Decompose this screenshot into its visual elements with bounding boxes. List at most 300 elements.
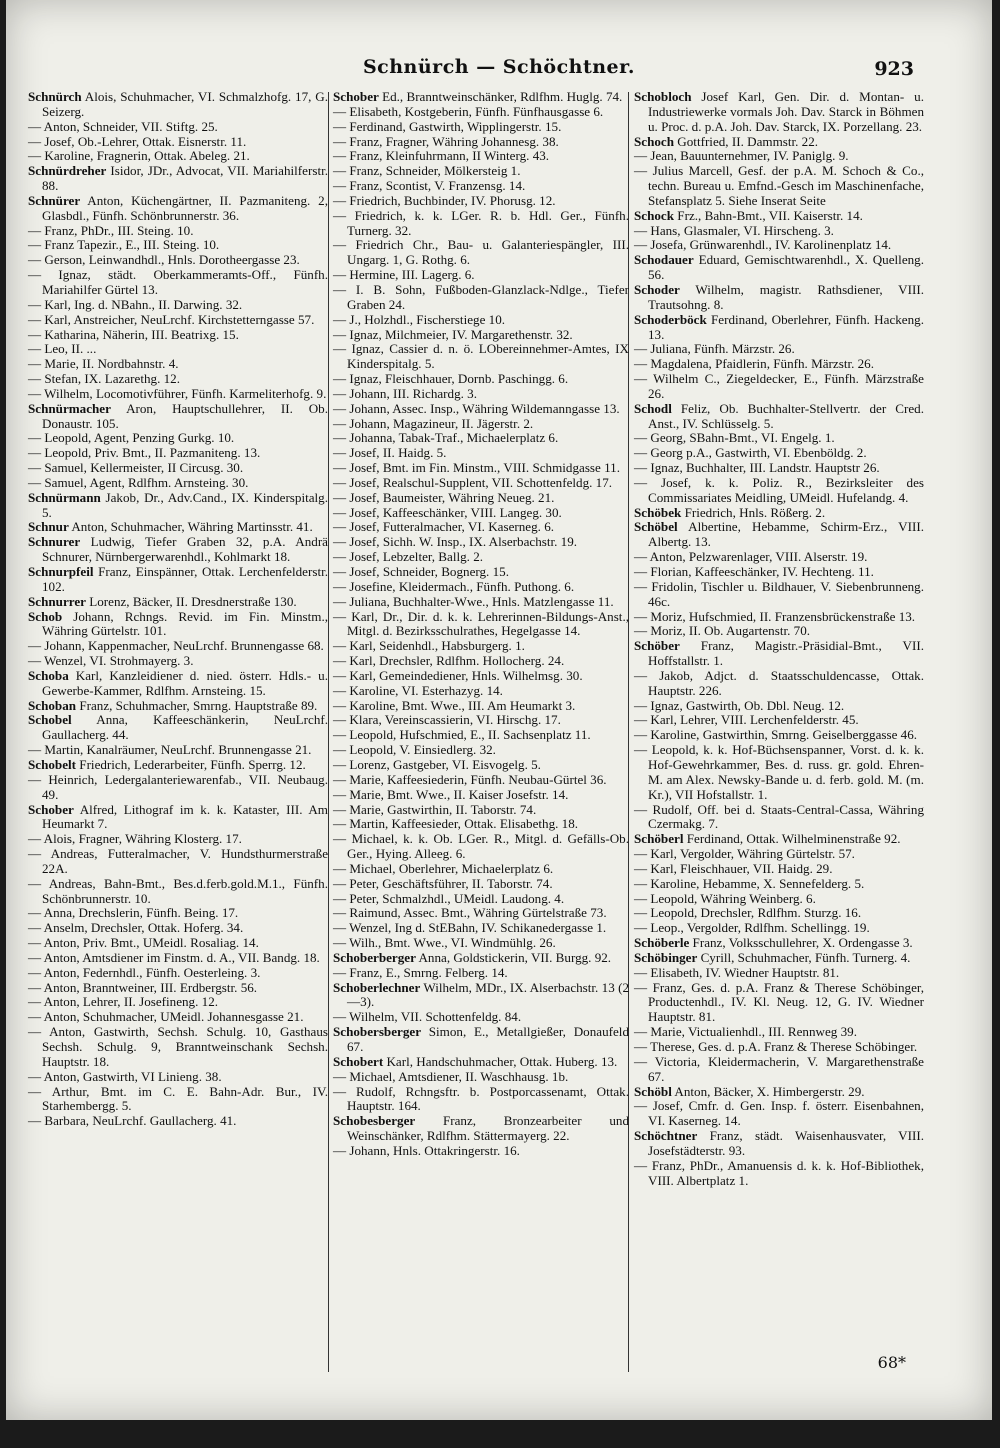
entry-text: Franz, Schuhmacher, Smrng. Hauptstraße 89.	[76, 697, 318, 713]
page-header	[26, 56, 972, 90]
entry-text: — Karl, Drechsler, Rdlfhm. Hollocherg. 24.	[333, 653, 565, 669]
directory-entry	[28, 803, 328, 833]
entry-text: — Anton, Gastwirth, VI Linieng. 38.	[28, 1068, 222, 1084]
entry-headword: Schoberlechner	[333, 979, 421, 995]
entry-text: — Johanna, Tabak-Traf., Michaelerplatz 6.	[333, 430, 559, 446]
entry-text: — Leopold, Hufschmied, E., II. Sachsenplatz 11.	[333, 727, 591, 743]
entry-text: — Samuel, Agent, Rdlfhm. Arnsteing. 30.	[28, 474, 249, 490]
entry-text: — Katharina, Näherin, III. Beatrixg. 15.	[28, 326, 239, 342]
entry-text: Cyrill, Schuhmacher, Fünfh. Turnerg. 4.	[697, 949, 911, 965]
directory-entry	[28, 135, 328, 150]
entry-text: — Karoline, Fragnerin, Ottak. Abeleg. 21.	[28, 148, 250, 164]
entry-headword: Schnürmann	[28, 489, 101, 505]
directory-entry	[333, 639, 629, 654]
directory-entry	[28, 431, 328, 446]
directory-entry	[333, 1114, 629, 1144]
entry-text: — Leo, II. ...	[28, 341, 97, 357]
entry-text: Isidor, JDr., Advocat, VII. Mariahilferstr. 88.	[42, 163, 328, 194]
entry-text: — Michael, Amtsdiener, II. Waschhausg. 1b.	[333, 1068, 569, 1084]
entry-text: — Ferdinand, Gastwirth, Wipplingerstr. 15.	[333, 118, 562, 134]
entry-text: — Anton, Lehrer, II. Josefineng. 12.	[28, 994, 219, 1010]
entry-text: — Arthur, Bmt. im C. E. Bahn-Adr. Bur., IV. Starhembergg. 5.	[28, 1083, 328, 1114]
entry-text: — Karl, Vergolder, Währing Gürtelstr. 57.	[634, 846, 855, 862]
directory-entry	[333, 684, 629, 699]
directory-page	[6, 0, 992, 1420]
directory-entry	[333, 283, 629, 313]
entry-text: — Georg p.A., Gastwirth, VI. Ebenböldg. 2.	[634, 445, 867, 461]
directory-entry	[28, 713, 328, 743]
entry-text: — Stefan, IX. Lazarethg. 12.	[28, 371, 180, 387]
directory-entry	[28, 877, 328, 907]
entry-headword: Schnurrer	[28, 593, 86, 609]
directory-entry	[333, 461, 629, 476]
entry-text: Anna, Goldstickerin, VII. Burgg. 92.	[415, 949, 612, 965]
entry-headword: Schnur	[28, 519, 69, 535]
directory-entry	[333, 179, 629, 194]
directory-entry	[634, 506, 924, 521]
directory-entry	[28, 565, 328, 595]
directory-entry	[333, 238, 629, 268]
entry-text: — Heinrich, Ledergalanteriewarenfab., VII. Neubaug. 49.	[28, 771, 328, 802]
entry-text: — Lorenz, Gastgeber, VI. Eisvogelg. 5.	[333, 756, 541, 772]
directory-entry	[634, 966, 924, 981]
entry-text: — Anton, Pelzwarenlager, VIII. Alserstr. 19.	[634, 549, 868, 565]
entry-headword: Schober	[28, 801, 74, 817]
entry-text: — Michael, Oberlehrer, Michaelerplatz 6.	[333, 860, 554, 876]
directory-entry	[28, 520, 328, 535]
entry-text: — Karoline, VI. Esterhazyg. 14.	[333, 682, 503, 698]
directory-entry	[28, 773, 328, 803]
entry-headword: Schoberberger	[333, 949, 416, 965]
entry-headword: Schob	[28, 608, 63, 624]
entry-headword: Schobloch	[634, 89, 692, 104]
entry-headword: Schoch	[634, 133, 675, 149]
directory-entry	[634, 639, 924, 669]
entry-headword: Schobersberger	[333, 1024, 421, 1040]
entry-text: — Karoline, Gastwirthin, Smrng. Geiselberggasse 46.	[634, 727, 918, 743]
directory-entry	[333, 906, 629, 921]
directory-entry	[333, 105, 629, 120]
directory-entry	[333, 120, 629, 135]
directory-entry	[333, 476, 629, 491]
directory-entry	[634, 90, 924, 135]
directory-entry	[333, 402, 629, 417]
directory-entry	[28, 357, 328, 372]
directory-entry	[634, 520, 924, 550]
entry-text: Aron, Hauptschullehrer, II. Ob. Donaustr. 105.	[42, 400, 328, 431]
entry-text: — Moriz, II. Ob. Augartenstr. 70.	[634, 623, 811, 639]
entry-text: — Ignaz, Fleischhauer, Dornb. Paschingg. 6.	[333, 371, 569, 387]
directory-entry	[28, 847, 328, 877]
entry-text: — Marie, Bmt. Wwe., II. Kaiser Josefstr. 14.	[333, 786, 569, 802]
directory-entry	[333, 268, 629, 283]
directory-entry	[333, 758, 629, 773]
entry-text: — Fridolin, Tischler u. Bildhauer, V. Siebenbrunneng. 46c.	[634, 578, 924, 609]
entry-text: — Georg, SBahn-Bmt., VI. Engelg. 1.	[634, 430, 835, 446]
entry-text: — Elisabeth, Kostgeberin, Fünfh. Fünfhausgasse 6.	[333, 103, 604, 119]
entry-text: Frz., Bahn-Bmt., VII. Kaiserstr. 14.	[674, 207, 863, 223]
directory-entry	[333, 788, 629, 803]
entry-text: — Franz, PhDr., III. Steing. 10.	[28, 222, 194, 238]
directory-entry	[634, 209, 924, 224]
directory-entry	[28, 758, 328, 773]
entry-text: — Wilhelm, Locomotivführer, Fünfh. Karmeliterhofg. 9.	[28, 385, 327, 401]
entry-text: — Leopold, k. k. Hof-Büchsenspanner, Vorst. d. k. k. Hof-Gewehrkammer, Bes. d. russ. gr. gold. Ehren-M. am Alex. Newsky-Bande u. d. ferb. gold. M. (m. Kr.), VII Hofstallstr. 1.	[634, 742, 924, 802]
entry-text: Gottfried, II. Dammstr. 22.	[674, 133, 819, 149]
directory-entry	[333, 520, 629, 535]
directory-entry	[634, 892, 924, 907]
entry-headword: Schöber	[634, 638, 680, 654]
directory-entry	[28, 610, 328, 640]
directory-entry	[634, 951, 924, 966]
directory-entry	[634, 936, 924, 951]
directory-entry	[634, 402, 924, 432]
directory-entry	[333, 1070, 629, 1085]
entry-text: — Karoline, Bmt. Wwe., III. Am Heumarkt 3.	[333, 697, 576, 713]
directory-entry	[28, 328, 328, 343]
directory-entry	[333, 713, 629, 728]
entry-headword: Schobelt	[28, 756, 77, 772]
entry-text: — Martin, Kanalräumer, NeuLrchf. Brunnengasse 21.	[28, 742, 312, 758]
directory-entry	[333, 1025, 629, 1055]
entry-text: — Leopold, Währing Weinberg. 6.	[634, 890, 816, 906]
entry-text: — Florian, Kaffeeschänker, IV. Hechteng. 11.	[634, 564, 874, 579]
directory-entry	[28, 1010, 328, 1025]
column-right	[634, 90, 924, 1188]
directory-entry	[28, 995, 328, 1010]
entry-text: — Friedrich Chr., Bau- u. Galanteriespängler, III. Ungarg. 1, G. Rothg. 6.	[333, 237, 629, 268]
entry-text: — Wilhelm C., Ziegeldecker, E., Fünfh. Märzstraße 26.	[634, 371, 924, 401]
directory-entry	[333, 506, 629, 521]
directory-entry	[28, 639, 328, 654]
entry-text: — Josef, Kaffeeschänker, VIII. Langeg. 30.	[333, 504, 562, 520]
directory-entry	[333, 342, 629, 372]
entry-text: — Josef, Baumeister, Währing Neueg. 21.	[333, 489, 555, 505]
directory-entry	[333, 877, 629, 892]
directory-entry	[333, 654, 629, 669]
directory-entry	[333, 1055, 629, 1070]
entry-text: Karl, Handschuhmacher, Ottak. Huberg. 13.	[383, 1053, 618, 1069]
directory-entry	[634, 476, 924, 506]
directory-entry	[28, 743, 328, 758]
entry-headword: Schoder	[634, 281, 680, 297]
entry-text: — Anton, Priv. Bmt., UMeidl. Rosaliag. 14.	[28, 935, 259, 951]
entry-headword: Schnurer	[28, 534, 81, 550]
directory-entry	[28, 90, 328, 120]
entry-headword: Schöbinger	[634, 949, 698, 965]
entry-text: — Wenzel, VI. Strohmayerg. 3.	[28, 653, 194, 669]
page-number: 923	[874, 58, 914, 80]
entry-text: Anna, Kaffeeschänkerin, NeuLrchf. Gaullacherg. 44.	[42, 712, 328, 743]
entry-text: — Leopold, V. Einsiedlerg. 32.	[333, 742, 496, 758]
entry-text: — Karl, Gemeindediener, Hnls. Wilhelmsg. 30.	[333, 667, 583, 683]
directory-entry	[28, 951, 328, 966]
entry-text: — Karl, Anstreicher, NeuLrchf. Kirchstetterngasse 57.	[28, 311, 315, 327]
entry-text: — Leopold, Priv. Bmt., II. Pazmaniteng. 13.	[28, 445, 261, 461]
directory-entry	[28, 476, 328, 491]
entry-headword: Schobel	[28, 712, 72, 728]
directory-entry	[634, 580, 924, 610]
directory-entry	[28, 832, 328, 847]
directory-entry	[28, 238, 328, 253]
entry-text: — Marie, Gastwirthin, II. Taborstr. 74.	[333, 801, 537, 817]
directory-entry	[634, 253, 924, 283]
directory-entry	[634, 224, 924, 239]
directory-entry	[634, 565, 924, 580]
entry-text: — Rudolf, Off. bei d. Staats-Central-Cassa, Währing Czermakg. 7.	[634, 801, 924, 832]
entry-text: — Franz, PhDr., Amanuensis d. k. k. Hof-Bibliothek, VIII. Albertplatz 1.	[634, 1157, 924, 1188]
directory-entry	[333, 491, 629, 506]
entry-text: Ed., Branntweinschänker, Rdlfhm. Huglg. 74.	[378, 89, 623, 104]
directory-entry	[28, 149, 328, 164]
entry-text: — Klara, Vereinscassierin, VI. Hirschg. 17.	[333, 712, 561, 728]
entry-text: Anton, Bäcker, X. Himbergerstr. 29.	[671, 1083, 865, 1099]
directory-entry	[28, 491, 328, 521]
entry-text: Franz, Volksschullehrer, X. Ordengasse 3.	[689, 935, 913, 951]
directory-entry	[333, 194, 629, 209]
entry-headword: Schoba	[28, 667, 69, 683]
entry-text: — Samuel, Kellermeister, II Circusg. 30.	[28, 460, 244, 476]
entry-text: — Barbara, NeuLrchf. Gaullacherg. 41.	[28, 1113, 237, 1129]
entry-headword: Schoderböck	[634, 311, 707, 327]
entry-text: — Raimund, Assec. Bmt., Währing Gürtelstraße 73.	[333, 905, 607, 921]
entry-text: — Marie, II. Nordbahnstr. 4.	[28, 356, 179, 372]
directory-entry	[634, 847, 924, 862]
directory-entry	[634, 1085, 924, 1100]
entry-text: — Franz, Fragner, Währing Johannesg. 38.	[333, 133, 559, 149]
entry-text: — Franz, Ges. d. p.A. Franz & Therese Schöbinger, Productenhdl., IV. Kl. Neug. 12, G. IV. Wiedner Hauptstr. 81.	[634, 979, 924, 1025]
directory-entry	[333, 209, 629, 239]
directory-entry	[28, 194, 328, 224]
entry-text: Anton, Küchengärtner, II. Pazmaniteng. 2, Glasbdl., Fünfh. Schönbrunnerstr. 36.	[42, 192, 328, 223]
directory-entry	[333, 580, 629, 595]
entry-text: — Karl, Fleischhauer, VII. Haidg. 29.	[634, 860, 833, 876]
directory-entry	[28, 921, 328, 936]
directory-entry	[333, 773, 629, 788]
entry-text: — Karl, Seidenhdl., Habsburgerg. 1.	[333, 638, 525, 654]
directory-entry	[634, 669, 924, 699]
directory-entry	[634, 342, 924, 357]
directory-entry	[634, 862, 924, 877]
entry-text: — Josef, II. Haidg. 5.	[333, 445, 447, 461]
directory-entry	[333, 981, 629, 1011]
entry-text: — Martin, Kaffeesieder, Ottak. Elisabethg. 18.	[333, 816, 579, 832]
entry-text: — Karl, Lehrer, VIII. Lerchenfelderstr. 45.	[634, 712, 859, 728]
entry-headword: Schobesberger	[333, 1113, 416, 1129]
directory-entry	[28, 966, 328, 981]
directory-entry	[28, 1085, 328, 1115]
entry-text: Simon, E., Metallgießer, Donaufeld 67.	[347, 1024, 629, 1054]
entry-headword: Schodauer	[634, 252, 694, 268]
directory-entry	[333, 565, 629, 580]
directory-entry	[634, 446, 924, 461]
entry-headword: Schöbek	[634, 504, 682, 520]
directory-entry	[28, 372, 328, 387]
directory-entry	[333, 1010, 629, 1025]
directory-entry	[333, 535, 629, 550]
entry-headword: Schock	[634, 207, 675, 223]
directory-entry	[634, 624, 924, 639]
entry-text: — Johann, Hnls. Ottakringerstr. 16.	[333, 1142, 520, 1158]
entry-text: Franz, städt. Waisenhausvater, VIII. Josefstädterstr. 93.	[648, 1128, 924, 1158]
directory-entry	[634, 1129, 924, 1159]
directory-entry	[634, 1025, 924, 1040]
entry-text: — Gerson, Leinwandhdl., Hnls. Dorotheergasse 23.	[28, 252, 300, 268]
directory-entry	[333, 951, 629, 966]
directory-entry	[28, 1114, 328, 1129]
directory-entry	[634, 550, 924, 565]
entry-text: — Josef, Sichh. W. Insp., IX. Alserbachstr. 19.	[333, 534, 578, 550]
entry-text: Anton, Schuhmacher, Währing Martinsstr. 41.	[68, 519, 313, 535]
entry-text: Friedrich, Hnls. Rößerg. 2.	[681, 504, 826, 520]
entry-text: — Victoria, Kleidermacherin, V. Margarethenstraße 67.	[634, 1053, 924, 1084]
directory-entry	[28, 342, 328, 357]
entry-text: — Franz Tapezir., E., III. Steing. 10.	[28, 237, 220, 253]
entry-text: — Franz, E., Smrng. Felberg. 14.	[333, 964, 508, 980]
entry-headword: Schodl	[634, 400, 672, 416]
entry-text: — Jakob, Adjct. d. Staatsschuldencasse, Ottak. Hauptstr. 226.	[634, 667, 924, 698]
directory-entry	[634, 803, 924, 833]
directory-entry	[333, 550, 629, 565]
directory-entry	[333, 921, 629, 936]
directory-entry	[634, 357, 924, 372]
entry-text: Franz, Bronzearbeiter und Weinschänker, Rdlfhm. Stättermayerg. 22.	[347, 1113, 629, 1144]
entry-text: — Johann, Assec. Insp., Währing Wildemanngasse 13.	[333, 400, 620, 416]
directory-entry	[28, 654, 328, 669]
directory-entry	[634, 372, 924, 402]
entry-text: — Johann, III. Richardg. 3.	[333, 385, 477, 401]
directory-entry	[333, 135, 629, 150]
entry-text: Ferdinand, Ottak. Wilhelminenstraße 92.	[683, 831, 901, 847]
entry-text: — Franz, Schneider, Mölkersteig 1.	[333, 163, 521, 179]
directory-entry	[28, 446, 328, 461]
entry-text: — Leopold, Drechsler, Rdlfhm. Sturzg. 16.	[634, 905, 862, 921]
entry-text: — Anton, Schneider, VII. Stiftg. 25.	[28, 118, 218, 134]
directory-entry	[634, 283, 924, 313]
entry-text: — Julius Marcell, Gesf. der p.A. M. Schoch & Co., techn. Bureau u. Emfnd.-Gesch im Maschinenfache, Stefansplatz 5. Siehe Inserat Seite	[634, 163, 924, 208]
entry-text: — Hermine, III. Lagerg. 6.	[333, 267, 475, 283]
entry-text: — Josef, k. k. Poliz. R., Bezirksleiter des Commissariates Meidling, UMeidl. Hufelandg. 4.	[634, 474, 924, 505]
column-divider	[328, 92, 329, 1372]
printer-signature: 68*	[877, 1353, 906, 1372]
directory-entry	[333, 431, 629, 446]
entry-text: Ludwig, Tiefer Graben 32, p.A. Andrä Schnurer, Nürnbergerwarenhdl., Kohlmarkt 18.	[42, 534, 328, 565]
entry-headword: Schnürmacher	[28, 400, 111, 416]
entry-text: Wilhelm, magistr. Rathsdiener, VIII. Trautsohng. 8.	[648, 281, 924, 312]
entry-text: — Anton, Branntweiner, III. Erdbergstr. 56.	[28, 979, 258, 995]
entry-text: — Franz, Scontist, V. Franzensg. 14.	[333, 178, 526, 194]
entry-text: — Wilhelm, VII. Schottenfeldg. 84.	[333, 1009, 522, 1025]
entry-text: Josef Karl, Gen. Dir. d. Montan- u. Industriewerke vormals Joh. Dav. Starck in Böhmen u. Proc. d. p.A. Joh. Dav. Starck, IX. Porzellang. 23.	[648, 89, 924, 134]
directory-entry	[333, 610, 629, 640]
directory-entry	[634, 1159, 924, 1189]
directory-entry	[28, 224, 328, 239]
directory-entry	[333, 803, 629, 818]
entry-text: — Anton, Amtsdiener im Finstm. d. A., VII. Bandg. 18.	[28, 949, 320, 965]
entry-text: — Wenzel, Ing d. StEBahn, IV. Schikanedergasse 1.	[333, 920, 607, 936]
entry-text: — Andreas, Futteralmacher, V. Hundsthurmerstraße 22A.	[28, 846, 328, 876]
entry-text: — Franz, Kleinfuhrmann, II Winterg. 43.	[333, 148, 550, 164]
entry-text: Alois, Schuhmacher, VI. Schmalzhofg. 17, G. Seizerg.	[42, 89, 328, 119]
entry-text: — Ignaz, Cassier d. n. ö. LObereinnehmer-Amtes, IX Kinderspitalg. 5.	[333, 341, 629, 372]
entry-headword: Schöberle	[634, 935, 690, 951]
directory-entry	[28, 535, 328, 565]
entry-text: — Wilh., Bmt. Wwe., VI. Windmühlg. 26.	[333, 935, 556, 951]
entry-headword: Schoban	[28, 697, 77, 713]
entry-text: — Josef, Cmfr. d. Gen. Insp. f. österr. Eisenbahnen, VI. Kaserneg. 14.	[634, 1098, 924, 1129]
entry-headword: Schnürer	[28, 192, 81, 208]
directory-entry	[333, 1144, 629, 1159]
page-title: Schnürch — Schöchtner.	[362, 56, 636, 78]
directory-entry	[634, 832, 924, 847]
directory-entry	[333, 446, 629, 461]
entry-text: — Josef, Schneider, Bognerg. 15.	[333, 564, 509, 579]
entry-text: — Juliana, Fünfh. Märzstr. 26.	[634, 341, 795, 357]
directory-entry	[333, 892, 629, 907]
entry-headword: Schober	[333, 89, 379, 104]
entry-text: — Josef, Futteralmacher, VI. Kaserneg. 6.	[333, 519, 555, 535]
directory-entry	[634, 699, 924, 714]
directory-entry	[28, 164, 328, 194]
entry-headword: Schnürdreher	[28, 163, 107, 179]
entry-text: Johann, Rchngs. Revid. im Fin. Minstm., Währing Gürtelstr. 101.	[42, 608, 328, 639]
entry-text: — Johann, Kappenmacher, NeuLrchf. Brunnengasse 68.	[28, 638, 324, 654]
directory-entry	[634, 313, 924, 343]
directory-entry	[634, 164, 924, 209]
entry-text: — Anton, Gastwirth, Sechsh. Schulg. 10, Gasthaus Sechsh. Schulg. 9, Branntweinschank Sechsh. Hauptstr. 18.	[28, 1024, 328, 1069]
directory-entry	[333, 817, 629, 832]
entry-text: Alfred, Lithograf im k. k. Kataster, III. Am Heumarkt 7.	[42, 801, 328, 832]
directory-entry	[333, 1085, 629, 1115]
directory-entry	[634, 1055, 924, 1085]
entry-text: — Josefa, Grünwarenhdl., IV. Karolinenplatz 14.	[634, 237, 892, 253]
entry-text: — Ignaz, Gastwirth, Ob. Dbl. Neug. 12.	[634, 697, 845, 713]
directory-entry	[333, 328, 629, 343]
entry-text: — Rudolf, Rchngsftr. b. Postporcassenamt, Ottak. Hauptstr. 164.	[333, 1083, 629, 1114]
entry-text: — Ignaz, städt. Oberkammeramts-Off., Fünfh. Mariahilfer Gürtel 13.	[28, 267, 328, 297]
directory-entry	[634, 981, 924, 1026]
directory-entry	[634, 743, 924, 802]
entry-text: Ferdinand, Oberlehrer, Fünfh. Hackeng. 13.	[648, 311, 924, 342]
entry-headword: Schöberl	[634, 831, 684, 847]
entry-text: — Friedrich, k. k. LGer. R. b. Hdl. Ger., Fünfh. Turnerg. 32.	[333, 207, 629, 238]
directory-entry	[28, 120, 328, 135]
directory-entry	[28, 461, 328, 476]
entry-text: Franz, Magistr.-Präsidial-Bmt., VII. Hoffstallstr. 1.	[648, 638, 924, 669]
entry-text: — Peter, Schmalzhdl., UMeidl. Laudong. 4.	[333, 890, 565, 906]
entry-headword: Schnürch	[28, 89, 82, 104]
entry-text: Karl, Kanzleidiener d. nied. österr. Hdls.- u. Gewerbe-Kammer, Rdlfhm. Arnsteing. 15.	[42, 667, 328, 698]
entry-text: — Karl, Dr., Dir. d. k. k. Lehrerinnen-Bildungs-Anst., Mitgl. d. Bezirksschulrathes, Hegelgasse 14.	[333, 608, 629, 639]
entry-text: — Jean, Bauunternehmer, IV. Paniglg. 9.	[634, 148, 849, 164]
entry-headword: Schöbel	[634, 519, 678, 535]
directory-entry	[28, 313, 328, 328]
directory-entry	[333, 595, 629, 610]
directory-entry	[333, 669, 629, 684]
directory-entry	[634, 1040, 924, 1055]
directory-entry	[634, 238, 924, 253]
directory-entry	[28, 268, 328, 298]
directory-entry	[28, 906, 328, 921]
directory-entry	[333, 164, 629, 179]
directory-entry	[333, 832, 629, 862]
entry-text: — Anna, Drechslerin, Fünfh. Being. 17.	[28, 905, 239, 921]
entry-text: — Johann, Magazineur, II. Jägerstr. 2.	[333, 415, 534, 431]
entry-text: — Juliana, Buchhalter-Wwe., Hnls. Matzlengasse 11.	[333, 593, 614, 609]
entry-text: Albertine, Hebamme, Schirm-Erz., VIII. Albertg. 13.	[648, 519, 924, 550]
entry-text: — Josef, Bmt. im Fin. Minstm., VIII. Schmidgasse 11.	[333, 460, 620, 476]
entry-text: — Josefine, Kleidermach., Fünfh. Puthong. 6.	[333, 578, 575, 594]
